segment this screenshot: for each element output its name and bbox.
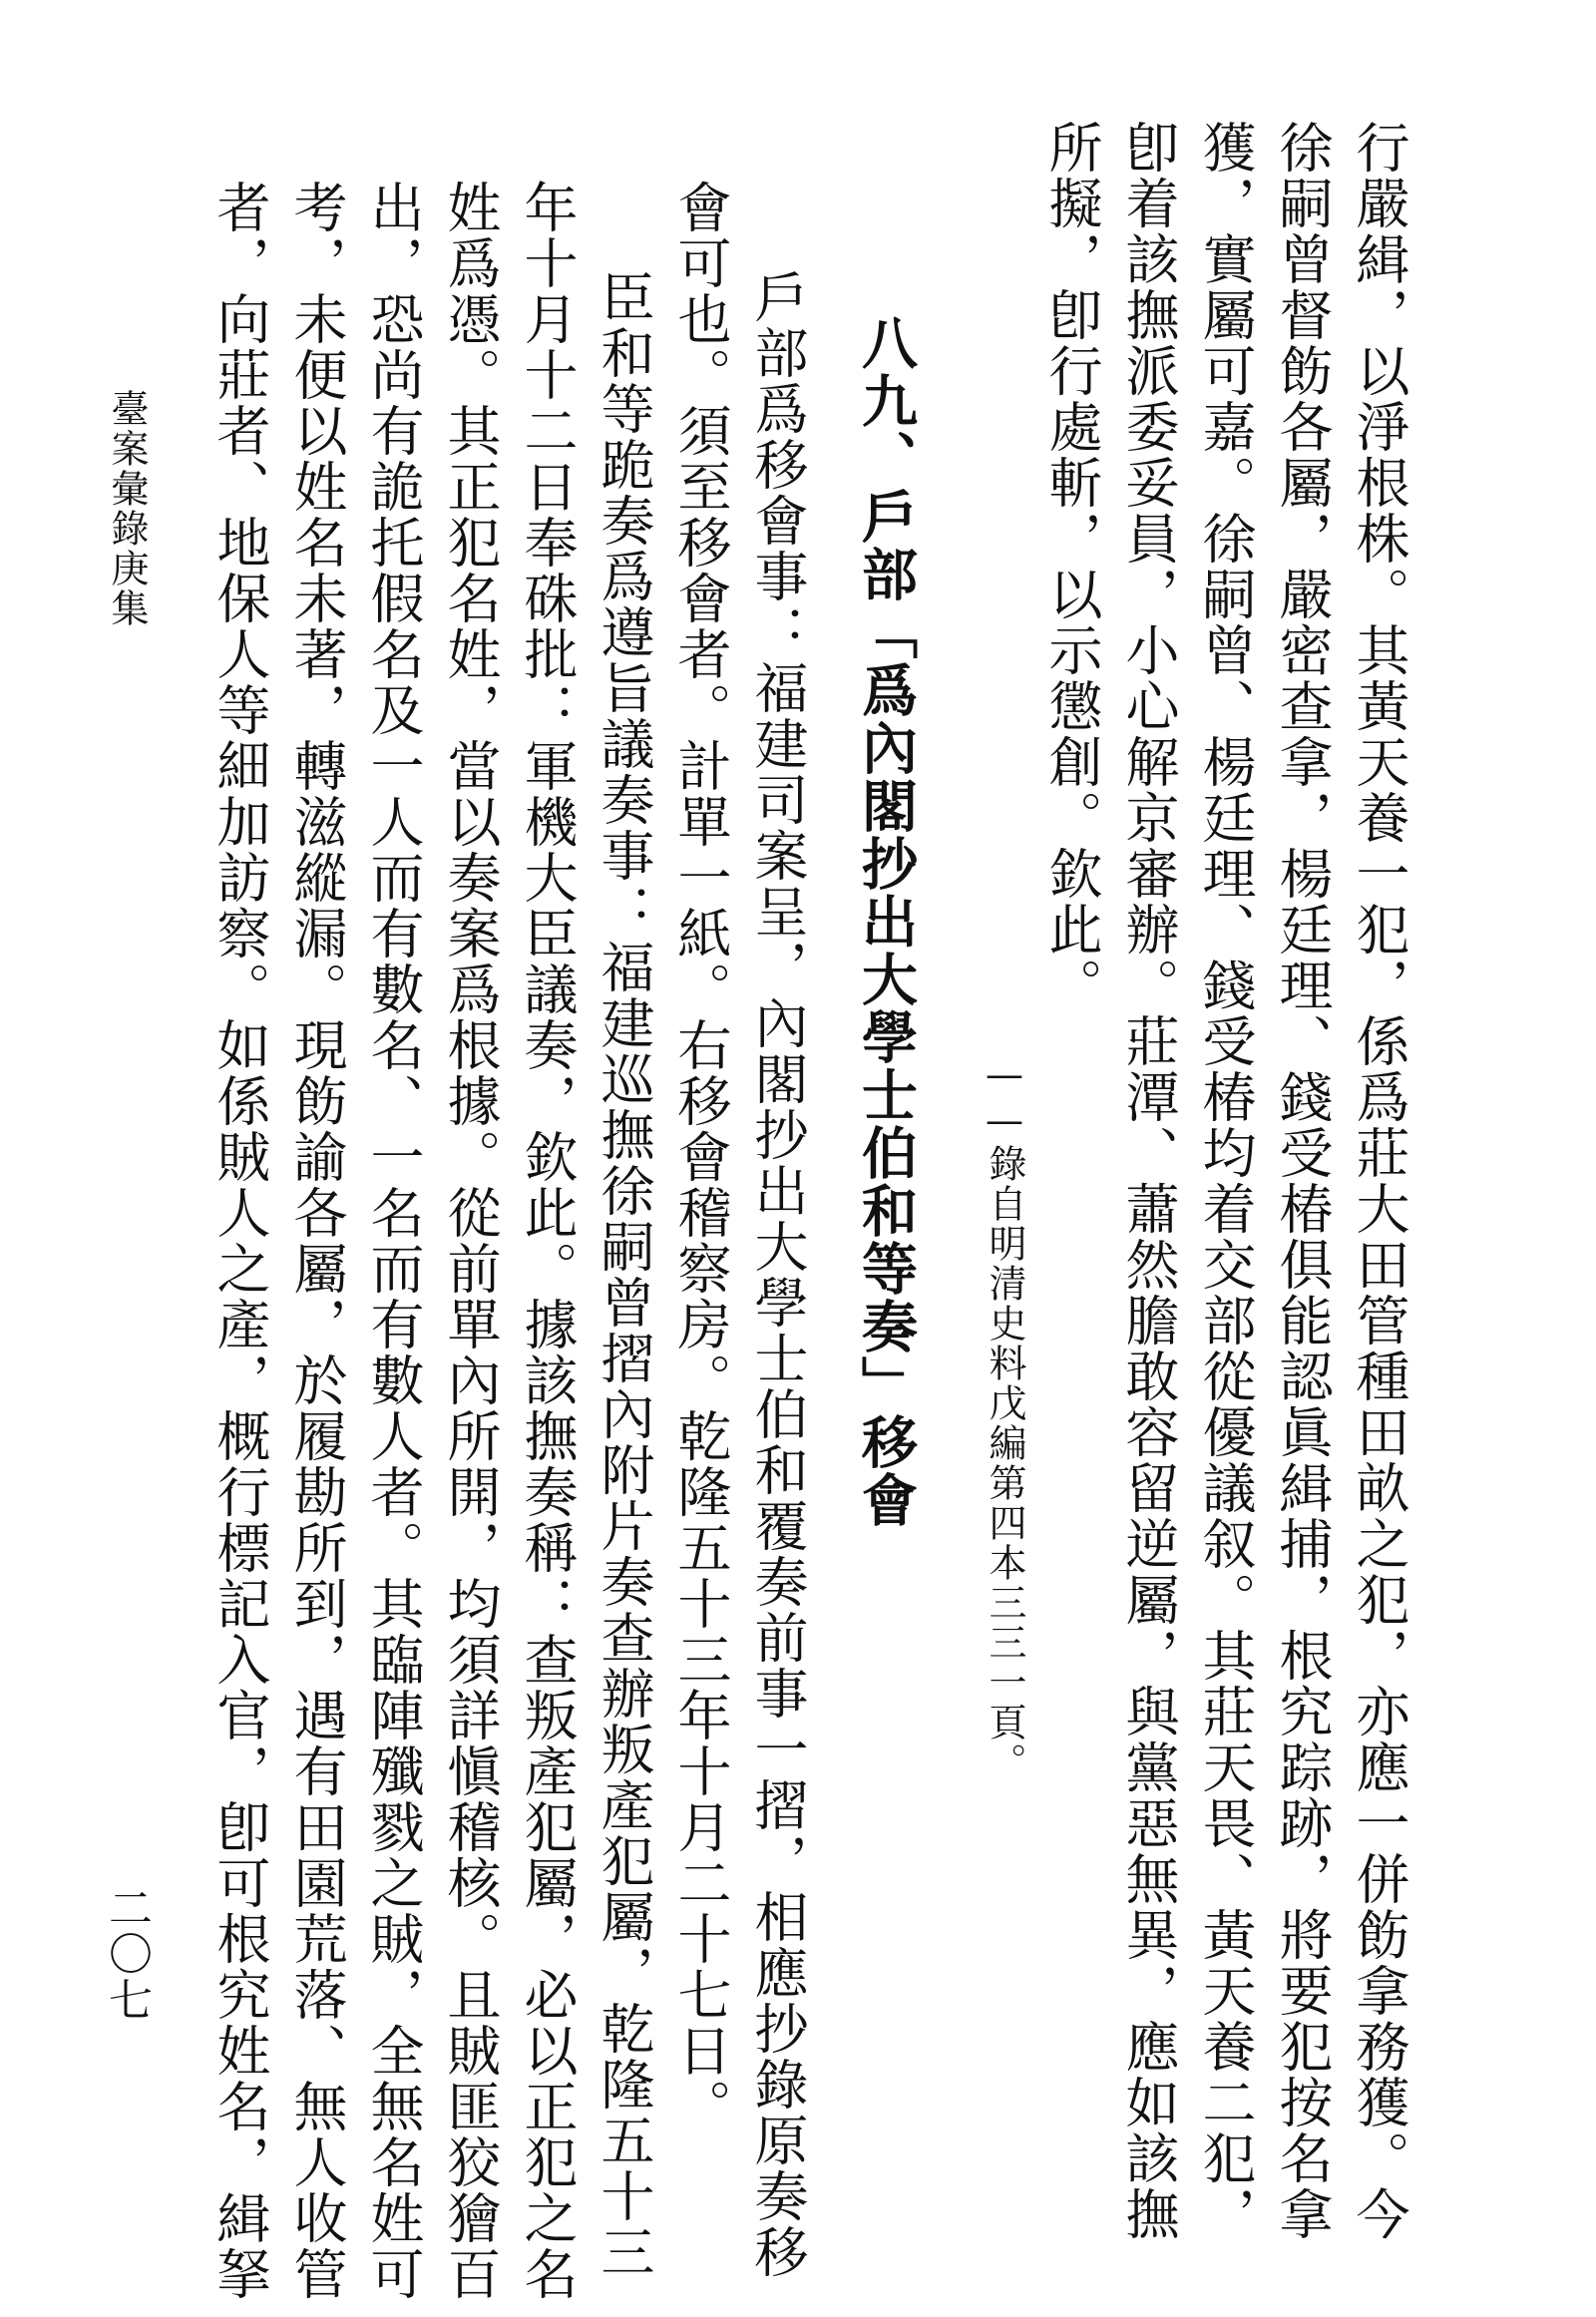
text-column-11: 出，恐尚有詭托假名及一人而有數名、一名而有數人者。其臨陣殲戮之賊，全無名姓可	[362, 180, 425, 2302]
text-column-12: 考，未便以姓名未著，轉滋縱漏。現飭諭各屬，於履勘所到，遇有田園荒落、無人收管	[285, 180, 348, 2302]
text-column-10: 姓爲憑。其正犯名姓，當以奏案爲根據。從前單內所開，均須詳愼稽核。且賊匪狡獪百	[439, 180, 502, 2302]
text-column-2: 徐嗣曾督飭各屬，嚴密查拿，楊廷理、錢受椿俱能認眞緝捕，根究踪跡，將要犯按名拿	[1271, 120, 1334, 2242]
text-column-8: 臣和等跪奏爲遵旨議奏事：福建巡撫徐嗣曾摺內附片奏查辦叛產犯屬，乾隆五十三	[593, 269, 655, 2280]
text-column-3: 獲，實屬可嘉。徐嗣曾、楊廷理、錢受椿均着交部從優議叙。其莊天畏、黃天養二犯，	[1194, 120, 1257, 2242]
section-title: 八九、戶部「爲內閣抄出大學士伯和等奏」移會	[853, 314, 919, 1529]
text-column-6: 戶部爲移會事：福建司案呈，內閣抄出大學士伯和覆奏前事一摺，相應抄錄原奏移	[746, 269, 809, 2280]
text-column-1: 行嚴緝，以淨根株。其黃天養一犯，係爲莊大田管種田畝之犯，亦應一併飭拿務獲。今	[1348, 120, 1410, 2242]
text-column-13: 者，向莊者、地保人等細加訪察。如係賊人之產，概行標記入官，卽可根究姓名，緝拏	[208, 180, 271, 2302]
text-column-4: 卽着該撫派委妥員，小心解京審辦。莊潭、蕭然膽敢容留逆屬，與黨惡無異，應如該撫	[1117, 120, 1180, 2242]
running-header: 臺案彙錄庚集	[105, 389, 149, 628]
text-column-9: 年十月十二日奉硃批：軍機大臣議奏，欽此。據該撫奏稱：查叛產犯屬，必以正犯之名	[516, 180, 579, 2302]
text-column-7: 會可也。須至移會者。計單一紙。右移會稽察房。乾隆五十三年十月二十七日。	[669, 180, 732, 2134]
page-number: 二〇七	[101, 1885, 152, 2023]
text-column-5: 所擬，卽行處斬，以示懲創。欽此。	[1040, 120, 1103, 1013]
source-citation: ——錄自明清史料戊編第四本三三一頁。	[983, 1052, 1026, 1782]
